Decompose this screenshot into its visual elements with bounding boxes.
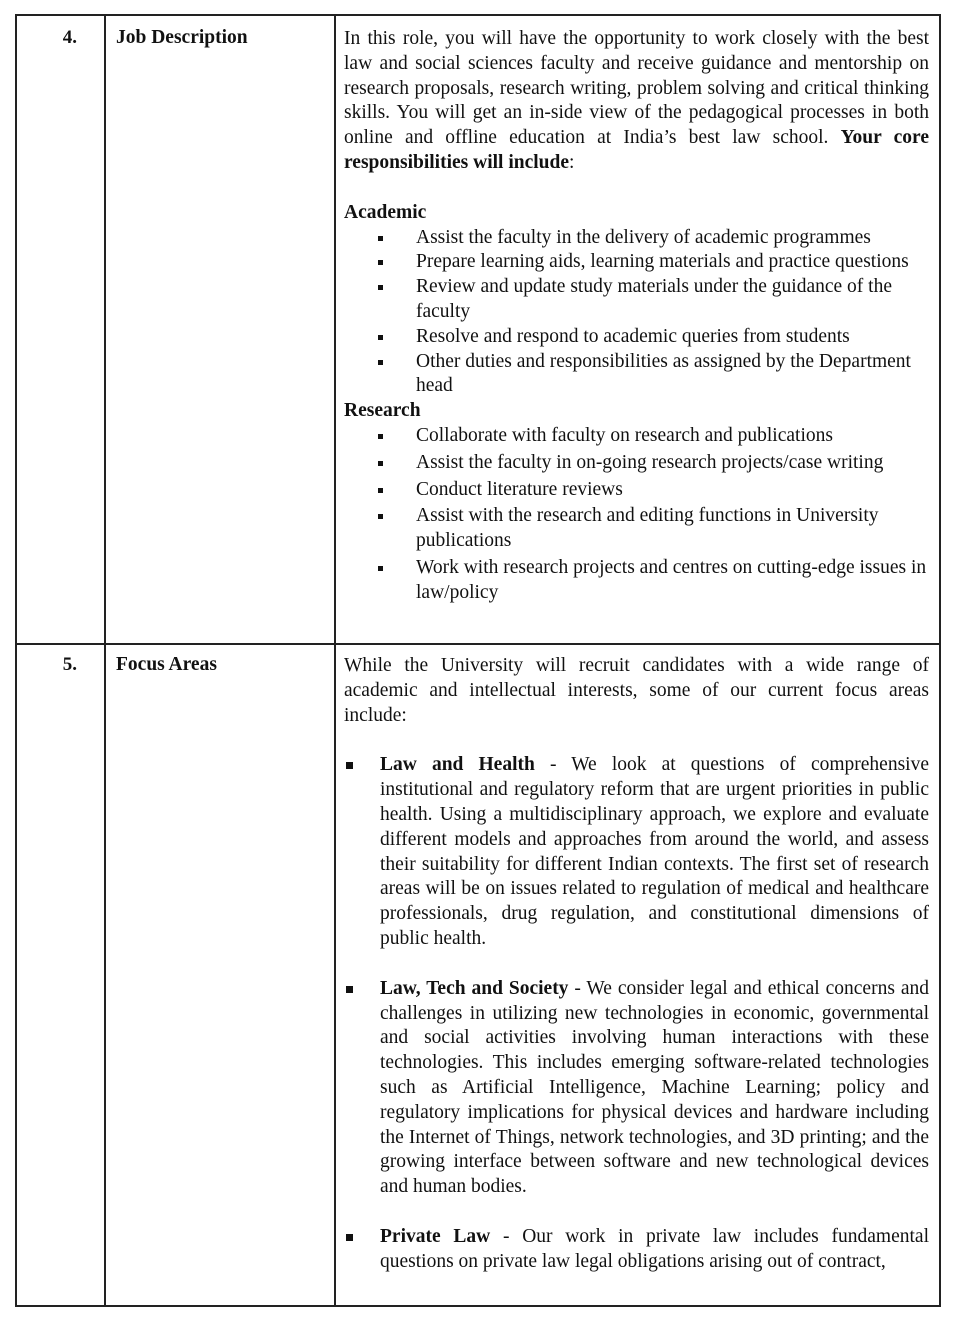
row-label: Job Description [108,16,336,643]
list-item-text: Assist with the research and editing functions in University publications [416,505,879,552]
section-heading-academic: Academic [344,201,427,223]
square-bullet-icon [378,335,383,340]
focus-area-title: Law, Tech and Society [380,977,569,999]
focus-area-text: - Our work in private law includes fundamental questions on private law legal obligations arising out of contract, [380,1225,929,1272]
focus-area-title: Law and Health [380,754,535,776]
list-item [344,275,929,325]
list-item-text: Other duties and responsibilities as assigned by the Department head [416,350,911,397]
focus-area-text: - We consider legal and ethical concerns and challenges in utilizing new technologies in economic, governmental and social activities involving human interactions with these technologies. This includes emerging software-related technologies such as Artificial Intelligence, Machine Learning; policy and regulatory implications for physical devices and hardware including the Internet of Things, network technologies, and 3D printing; and the growing interface between software and new technological devices and human bodies. [380,977,929,1198]
focus-area-text: - We look at questions of comprehensive institutional and regulatory reform that are urgent priorities in public health. Using a multidisciplinary approach, we explore and evaluate different models and approaches from around the world, and assess their suitability for different Indian contexts. The first set of research areas will be on issues related to regulation of medical and healthcare professionals, drug regulation, and constitutional dimensions of public health. [380,754,929,949]
square-bullet-icon [378,461,383,466]
focus-areas-list [344,753,929,1274]
list-item-text: Assist the faculty in the delivery of academic programmes [416,226,871,248]
academic-list [344,226,929,400]
list-item [344,350,929,400]
square-bullet-icon [378,434,383,439]
table-row-focus-areas [17,643,939,1305]
row-number: 4. [17,16,106,643]
list-item-text: Review and update study materials under the guidance of the faculty [416,276,892,322]
list-item-text: Work with research projects and centres on cutting-edge issues in law/policy [416,556,927,603]
square-bullet-icon [346,1234,353,1241]
list-item [344,424,929,449]
list-item-text: Conduct literature reviews [416,478,623,500]
focus-area-law-tech-society [344,977,929,1200]
square-bullet-icon [378,488,383,493]
row-number: 5. [17,643,106,1305]
list-item [344,451,929,476]
row-content [336,643,939,1305]
focus-area-private-law [344,1225,929,1275]
job-description-intro [344,27,929,176]
square-bullet-icon [378,236,383,241]
list-item [344,504,929,554]
list-item-text: Resolve and respond to academic queries from students [416,325,850,347]
square-bullet-icon [378,360,383,365]
intro-text: In this role, you will have the opportunity to work closely with the best law and social sciences faculty and receive guidance and mentorship on research proposals, research writing, problem solving and critical thinking skills. You will get an in-side view of the pedagogical processes in both online and offline education at India’s best law school. [344,28,929,149]
square-bullet-icon [346,986,353,993]
list-item-text: Assist the faculty in on-going research projects/case writing [416,451,884,473]
list-item-text: Collaborate with faculty on research and publications [416,424,833,446]
row-content [336,16,939,643]
square-bullet-icon [378,260,383,265]
intro-tail: : [569,151,575,173]
job-details-table [15,14,941,1307]
focus-area-law-and-health [344,753,929,951]
row-label: Focus Areas [108,643,336,1305]
research-list [344,424,929,606]
square-bullet-icon [378,514,383,519]
square-bullet-icon [346,762,353,769]
square-bullet-icon [378,566,383,571]
focus-areas-intro: While the University will recruit candidates with a wide range of academic and intellectual interests, some of our current focus areas include: [344,655,929,726]
list-item [344,478,929,503]
list-item-text: Prepare learning aids, learning materials and practice questions [416,251,909,273]
square-bullet-icon [378,285,383,290]
focus-area-title: Private Law [380,1225,491,1247]
list-item [344,250,929,275]
section-heading-research: Research [344,400,421,422]
list-item [344,325,929,350]
intro-bold-text: Your core responsibilities will include [344,127,930,173]
table-row-job-description [17,16,939,645]
list-item [344,556,929,606]
list-item [344,226,929,251]
